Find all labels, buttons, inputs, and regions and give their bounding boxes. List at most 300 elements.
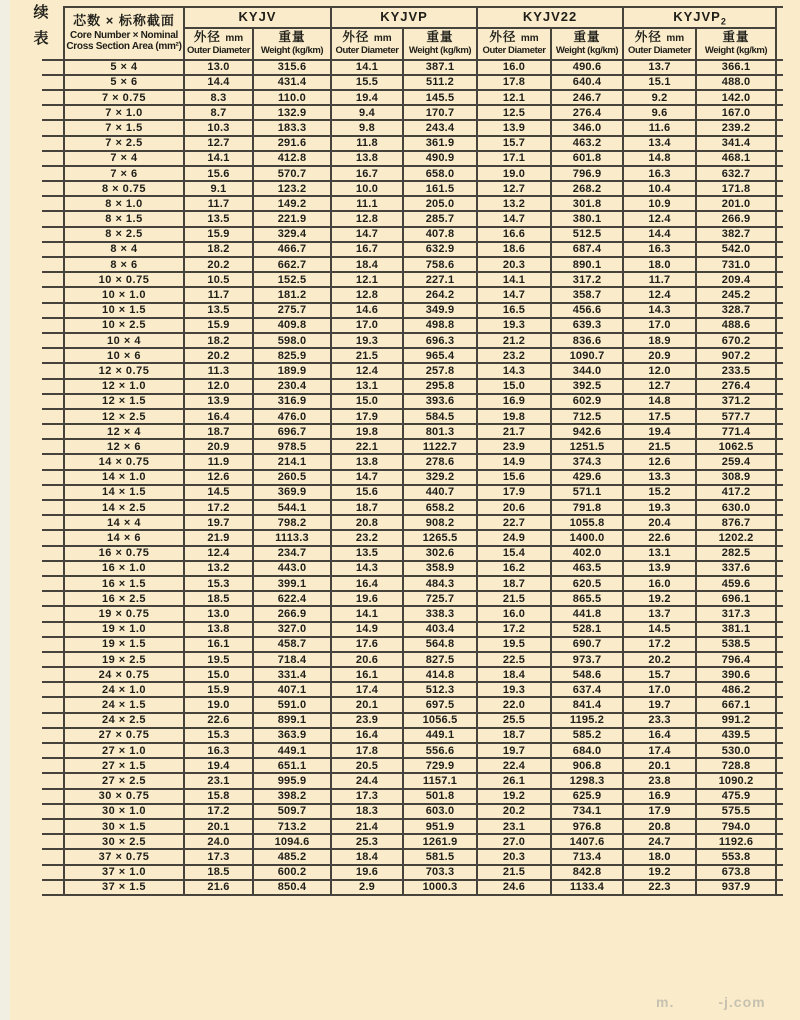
- table-row: [42, 485, 783, 500]
- value-cell: 20.2: [184, 348, 253, 363]
- spec-label-cell: 14 × 1.0: [64, 470, 184, 485]
- value-cell: 1094.6: [253, 834, 331, 849]
- value-cell: 27.0: [477, 834, 551, 849]
- watermark-prefix: m.: [656, 994, 675, 1010]
- value-cell: 16.5: [477, 303, 551, 318]
- spec-label-cell: 10 × 2.5: [64, 318, 184, 333]
- row-line-ext-right: [776, 439, 783, 454]
- table-row: [42, 500, 783, 515]
- value-cell: 10.3: [184, 120, 253, 135]
- value-cell: 230.4: [253, 379, 331, 394]
- value-cell: 17.1: [477, 151, 551, 166]
- value-cell: 13.5: [331, 546, 403, 561]
- row-line-ext-right: [776, 667, 783, 682]
- spec-label-cell: 27 × 0.75: [64, 728, 184, 743]
- value-cell: 476.0: [253, 409, 331, 424]
- watermark-suffix: -j.com: [718, 994, 766, 1010]
- value-cell: 20.1: [331, 697, 403, 712]
- spec-label-cell: 14 × 2.5: [64, 500, 184, 515]
- spec-label-cell: 7 × 2.5: [64, 136, 184, 151]
- table-row: [42, 667, 783, 682]
- spec-label-cell: 8 × 0.75: [64, 181, 184, 196]
- spec-label-cell: 30 × 0.75: [64, 789, 184, 804]
- spec-label-cell: 30 × 1.0: [64, 804, 184, 819]
- row-line-ext-right: [776, 530, 783, 545]
- value-cell: 363.9: [253, 728, 331, 743]
- row-line-ext-right: [776, 211, 783, 226]
- value-cell: 17.2: [184, 804, 253, 819]
- value-cell: 13.2: [184, 561, 253, 576]
- value-cell: 19.3: [623, 500, 696, 515]
- spec-label-cell: 19 × 1.5: [64, 637, 184, 652]
- watermark: [656, 994, 800, 1010]
- value-cell: 13.3: [623, 470, 696, 485]
- value-cell: 266.9: [253, 606, 331, 621]
- row-line-ext-left: [42, 120, 64, 135]
- value-cell: 796.9: [551, 166, 623, 181]
- value-cell: 19.0: [477, 166, 551, 181]
- value-cell: 20.5: [331, 758, 403, 773]
- value-cell: 24.0: [184, 834, 253, 849]
- value-cell: 257.8: [403, 363, 477, 378]
- spec-label-cell: 27 × 2.5: [64, 773, 184, 788]
- value-cell: 17.0: [623, 682, 696, 697]
- value-cell: 16.3: [623, 166, 696, 181]
- value-cell: 14.1: [331, 60, 403, 75]
- row-line-ext-right: [776, 166, 783, 181]
- row-line-ext-right: [776, 834, 783, 849]
- value-cell: 441.8: [551, 606, 623, 621]
- value-cell: 19.2: [623, 591, 696, 606]
- value-cell: 16.2: [477, 561, 551, 576]
- value-cell: 528.1: [551, 622, 623, 637]
- value-cell: 11.7: [184, 287, 253, 302]
- subheader-od-kyjvp2: 外径 mm Outer Diameter: [623, 28, 696, 60]
- spec-label-cell: 10 × 0.75: [64, 272, 184, 287]
- row-line-ext-right: [776, 424, 783, 439]
- value-cell: 632.7: [696, 166, 776, 181]
- value-cell: 22.3: [623, 880, 696, 895]
- row-line-ext-left: [42, 865, 64, 880]
- value-cell: 17.2: [623, 637, 696, 652]
- value-cell: 18.4: [331, 849, 403, 864]
- subheader-od-kyjvp: 外径 mm Outer Diameter: [331, 28, 403, 60]
- value-cell: 9.4: [331, 105, 403, 120]
- value-cell: 542.0: [696, 242, 776, 257]
- table-row: [42, 515, 783, 530]
- value-cell: 403.4: [403, 622, 477, 637]
- value-cell: 285.7: [403, 211, 477, 226]
- value-cell: 23.1: [477, 819, 551, 834]
- row-line-ext-right: [776, 348, 783, 363]
- table-row: [42, 105, 783, 120]
- value-cell: 1251.5: [551, 439, 623, 454]
- value-cell: 23.9: [331, 713, 403, 728]
- value-cell: 463.5: [551, 561, 623, 576]
- table-row: [42, 728, 783, 743]
- value-cell: 18.0: [623, 257, 696, 272]
- value-cell: 171.8: [696, 181, 776, 196]
- subheader-wt-kyjvp: 重量 Weight (kg/km): [403, 28, 477, 60]
- value-cell: 512.5: [551, 227, 623, 242]
- spec-label-cell: 7 × 0.75: [64, 90, 184, 105]
- value-cell: 865.5: [551, 591, 623, 606]
- table-row: [42, 287, 783, 302]
- row-line-ext-right: [776, 773, 783, 788]
- value-cell: 24.7: [623, 834, 696, 849]
- value-cell: 23.8: [623, 773, 696, 788]
- value-cell: 17.2: [477, 622, 551, 637]
- value-cell: 407.8: [403, 227, 477, 242]
- value-cell: 12.8: [331, 287, 403, 302]
- value-cell: 16.3: [184, 743, 253, 758]
- value-cell: 632.9: [403, 242, 477, 257]
- value-cell: 712.5: [551, 409, 623, 424]
- value-cell: 584.5: [403, 409, 477, 424]
- value-cell: 245.2: [696, 287, 776, 302]
- value-cell: 1407.6: [551, 834, 623, 849]
- value-cell: 509.7: [253, 804, 331, 819]
- value-cell: 361.9: [403, 136, 477, 151]
- value-cell: 728.8: [696, 758, 776, 773]
- value-cell: 713.2: [253, 819, 331, 834]
- row-line-ext-left: [42, 181, 64, 196]
- value-cell: 14.9: [477, 454, 551, 469]
- cable-spec-table-wrap: [42, 6, 783, 896]
- value-cell: 14.8: [623, 151, 696, 166]
- value-cell: 14.7: [477, 287, 551, 302]
- value-cell: 670.2: [696, 333, 776, 348]
- row-line-ext-left: [42, 622, 64, 637]
- row-line-ext-left: [42, 287, 64, 302]
- spec-label-cell: 8 × 1.5: [64, 211, 184, 226]
- table-row: [42, 849, 783, 864]
- value-cell: 12.6: [184, 470, 253, 485]
- value-cell: 18.6: [477, 242, 551, 257]
- value-cell: 414.8: [403, 667, 477, 682]
- row-line-ext-right: [776, 227, 783, 242]
- value-cell: 490.9: [403, 151, 477, 166]
- spec-label-cell: 12 × 6: [64, 439, 184, 454]
- value-cell: 440.7: [403, 485, 477, 500]
- value-cell: 564.8: [403, 637, 477, 652]
- value-cell: 512.3: [403, 682, 477, 697]
- value-cell: 145.5: [403, 90, 477, 105]
- value-cell: 328.7: [696, 303, 776, 318]
- value-cell: 22.6: [623, 530, 696, 545]
- table-row: [42, 470, 783, 485]
- row-line-ext-right: [776, 804, 783, 819]
- row-line-ext-right: [776, 606, 783, 621]
- value-cell: 234.7: [253, 546, 331, 561]
- value-cell: 412.8: [253, 151, 331, 166]
- table-row: [42, 789, 783, 804]
- value-cell: 431.4: [253, 75, 331, 90]
- value-cell: 22.5: [477, 652, 551, 667]
- value-cell: 13.8: [184, 622, 253, 637]
- value-cell: 484.3: [403, 576, 477, 591]
- value-cell: 13.7: [623, 60, 696, 75]
- value-cell: 15.7: [477, 136, 551, 151]
- value-cell: 16.0: [623, 576, 696, 591]
- value-cell: 259.4: [696, 454, 776, 469]
- value-cell: 20.9: [623, 348, 696, 363]
- value-cell: 16.7: [331, 166, 403, 181]
- table-row: [42, 303, 783, 318]
- value-cell: 13.8: [331, 151, 403, 166]
- row-line-ext-left: [42, 834, 64, 849]
- value-cell: 548.6: [551, 667, 623, 682]
- value-cell: 662.7: [253, 257, 331, 272]
- value-cell: 276.4: [696, 379, 776, 394]
- value-cell: 23.3: [623, 713, 696, 728]
- value-cell: 233.5: [696, 363, 776, 378]
- spec-label-cell: 24 × 1.0: [64, 682, 184, 697]
- value-cell: 16.0: [477, 606, 551, 621]
- value-cell: 21.5: [623, 439, 696, 454]
- row-line-ext-left: [42, 303, 64, 318]
- value-cell: 17.4: [623, 743, 696, 758]
- value-cell: 15.7: [623, 667, 696, 682]
- value-cell: 1113.3: [253, 530, 331, 545]
- spec-label-cell: 37 × 1.0: [64, 865, 184, 880]
- row-line-ext-left: [42, 424, 64, 439]
- row-line-ext-left: [42, 515, 64, 530]
- value-cell: 658.0: [403, 166, 477, 181]
- value-cell: 369.9: [253, 485, 331, 500]
- spec-label-cell: 16 × 0.75: [64, 546, 184, 561]
- value-cell: 282.5: [696, 546, 776, 561]
- value-cell: 18.5: [184, 865, 253, 880]
- value-cell: 18.3: [331, 804, 403, 819]
- spec-label-cell: 7 × 1.5: [64, 120, 184, 135]
- value-cell: 14.5: [623, 622, 696, 637]
- value-cell: 15.3: [184, 728, 253, 743]
- value-cell: 381.1: [696, 622, 776, 637]
- value-cell: 13.1: [623, 546, 696, 561]
- value-cell: 850.4: [253, 880, 331, 895]
- row-line-ext-left: [42, 652, 64, 667]
- value-cell: 581.5: [403, 849, 477, 864]
- value-cell: 429.6: [551, 470, 623, 485]
- value-cell: 876.7: [696, 515, 776, 530]
- value-cell: 19.4: [331, 90, 403, 105]
- value-cell: 20.4: [623, 515, 696, 530]
- value-cell: 591.0: [253, 697, 331, 712]
- value-cell: 295.8: [403, 379, 477, 394]
- value-cell: 349.9: [403, 303, 477, 318]
- value-cell: 965.4: [403, 348, 477, 363]
- table-row: [42, 318, 783, 333]
- value-cell: 21.2: [477, 333, 551, 348]
- value-cell: 390.6: [696, 667, 776, 682]
- row-line-ext-left: [42, 880, 64, 895]
- value-cell: 667.1: [696, 697, 776, 712]
- value-cell: 570.7: [253, 166, 331, 181]
- value-cell: 13.0: [184, 606, 253, 621]
- value-cell: 463.2: [551, 136, 623, 151]
- row-line-ext-left: [42, 591, 64, 606]
- value-cell: 20.1: [184, 819, 253, 834]
- row-line-ext-right: [776, 849, 783, 864]
- value-cell: 382.7: [696, 227, 776, 242]
- value-cell: 19.4: [184, 758, 253, 773]
- value-cell: 17.6: [331, 637, 403, 652]
- value-cell: 16.1: [331, 667, 403, 682]
- value-cell: 13.5: [184, 303, 253, 318]
- table-row: [42, 804, 783, 819]
- value-cell: 14.6: [331, 303, 403, 318]
- value-cell: 8.3: [184, 90, 253, 105]
- value-cell: 181.2: [253, 287, 331, 302]
- value-cell: 110.0: [253, 90, 331, 105]
- subheader-od-kyjv22: 外径 mm Outer Diameter: [477, 28, 551, 60]
- table-row: [42, 530, 783, 545]
- value-cell: 731.0: [696, 257, 776, 272]
- value-cell: 538.5: [696, 637, 776, 652]
- value-cell: 10.4: [623, 181, 696, 196]
- row-line-ext-right: [776, 318, 783, 333]
- spec-label-cell: 16 × 2.5: [64, 591, 184, 606]
- table-row: [42, 439, 783, 454]
- value-cell: 19.8: [477, 409, 551, 424]
- value-cell: 14.7: [331, 470, 403, 485]
- value-cell: 571.1: [551, 485, 623, 500]
- row-header-zh: 芯数 × 标称截面: [73, 13, 175, 29]
- row-line-ext-left: [42, 348, 64, 363]
- group-header-kyjvp: KYJVP: [331, 7, 477, 28]
- value-cell: 18.4: [477, 667, 551, 682]
- value-cell: 1062.5: [696, 439, 776, 454]
- value-cell: 12.4: [184, 546, 253, 561]
- table-row: [42, 348, 783, 363]
- spec-label-cell: 10 × 4: [64, 333, 184, 348]
- row-line-ext-left: [42, 227, 64, 242]
- row-line-ext-left: [42, 470, 64, 485]
- value-cell: 9.1: [184, 181, 253, 196]
- value-cell: 21.7: [477, 424, 551, 439]
- value-cell: 12.4: [623, 211, 696, 226]
- row-line-ext-right: [776, 409, 783, 424]
- value-cell: 468.1: [696, 151, 776, 166]
- row-line-ext-right: [776, 470, 783, 485]
- value-cell: 577.7: [696, 409, 776, 424]
- table-row: [42, 697, 783, 712]
- value-cell: 23.2: [477, 348, 551, 363]
- value-cell: 327.0: [253, 622, 331, 637]
- value-cell: 658.2: [403, 500, 477, 515]
- value-cell: 358.7: [551, 287, 623, 302]
- value-cell: 21.4: [331, 819, 403, 834]
- value-cell: 308.9: [696, 470, 776, 485]
- value-cell: 16.4: [184, 409, 253, 424]
- group-header-kyjvp2: $KYJVP_2$: [623, 7, 776, 28]
- table-row: [42, 75, 783, 90]
- value-cell: 978.5: [253, 439, 331, 454]
- value-cell: 908.2: [403, 515, 477, 530]
- value-cell: 316.9: [253, 394, 331, 409]
- value-cell: 991.2: [696, 713, 776, 728]
- value-cell: 317.2: [551, 272, 623, 287]
- value-cell: 23.2: [331, 530, 403, 545]
- row-line-ext-left: [42, 272, 64, 287]
- value-cell: 459.6: [696, 576, 776, 591]
- row-line-ext-left: [42, 576, 64, 591]
- value-cell: 183.3: [253, 120, 331, 135]
- row-line-ext-left: [42, 667, 64, 682]
- table-row: [42, 166, 783, 181]
- value-cell: 12.7: [184, 136, 253, 151]
- value-cell: 443.0: [253, 561, 331, 576]
- value-cell: 260.5: [253, 470, 331, 485]
- value-cell: 24.4: [331, 773, 403, 788]
- value-cell: 331.4: [253, 667, 331, 682]
- value-cell: 264.2: [403, 287, 477, 302]
- value-cell: 142.0: [696, 90, 776, 105]
- value-cell: 1133.4: [551, 880, 623, 895]
- value-cell: 801.3: [403, 424, 477, 439]
- value-cell: 20.6: [331, 652, 403, 667]
- spec-label-cell: 16 × 1.5: [64, 576, 184, 591]
- row-line-ext-left: [42, 500, 64, 515]
- value-cell: 501.8: [403, 789, 477, 804]
- subheader-wt-kyjv: 重量 Weight (kg/km): [253, 28, 331, 60]
- spec-label-cell: 24 × 1.5: [64, 697, 184, 712]
- table-row: [42, 652, 783, 667]
- table-row: [42, 865, 783, 880]
- row-line-ext-right: [776, 303, 783, 318]
- row-line-ext-left: [42, 743, 64, 758]
- value-cell: 620.5: [551, 576, 623, 591]
- value-cell: 15.9: [184, 227, 253, 242]
- value-cell: 15.9: [184, 682, 253, 697]
- row-line-ext-right: [776, 561, 783, 576]
- value-cell: 402.0: [551, 546, 623, 561]
- spec-label-cell: 27 × 1.0: [64, 743, 184, 758]
- value-cell: 8.7: [184, 105, 253, 120]
- value-cell: 16.6: [477, 227, 551, 242]
- value-cell: 19.0: [184, 697, 253, 712]
- value-cell: 399.1: [253, 576, 331, 591]
- spec-label-cell: 30 × 1.5: [64, 819, 184, 834]
- row-line-ext-right: [776, 546, 783, 561]
- value-cell: 276.4: [551, 105, 623, 120]
- value-cell: 19.2: [477, 789, 551, 804]
- table-row: [42, 90, 783, 105]
- spec-label-cell: 19 × 0.75: [64, 606, 184, 621]
- row-line-ext-right: [776, 379, 783, 394]
- value-cell: 486.2: [696, 682, 776, 697]
- value-cell: 22.7: [477, 515, 551, 530]
- spec-label-cell: 14 × 0.75: [64, 454, 184, 469]
- value-cell: 906.8: [551, 758, 623, 773]
- table-row: [42, 211, 783, 226]
- value-cell: 20.6: [477, 500, 551, 515]
- value-cell: 346.0: [551, 120, 623, 135]
- table-row: [42, 181, 783, 196]
- value-cell: 20.9: [184, 439, 253, 454]
- row-line-ext-left: [42, 75, 64, 90]
- value-cell: 1298.3: [551, 773, 623, 788]
- row-line-ext-right: [776, 196, 783, 211]
- value-cell: 13.1: [331, 379, 403, 394]
- row-line-ext-left: [42, 90, 64, 105]
- value-cell: 20.8: [331, 515, 403, 530]
- spec-label-cell: 14 × 4: [64, 515, 184, 530]
- value-cell: 1000.3: [403, 880, 477, 895]
- spec-label-cell: 24 × 0.75: [64, 667, 184, 682]
- value-cell: 337.6: [696, 561, 776, 576]
